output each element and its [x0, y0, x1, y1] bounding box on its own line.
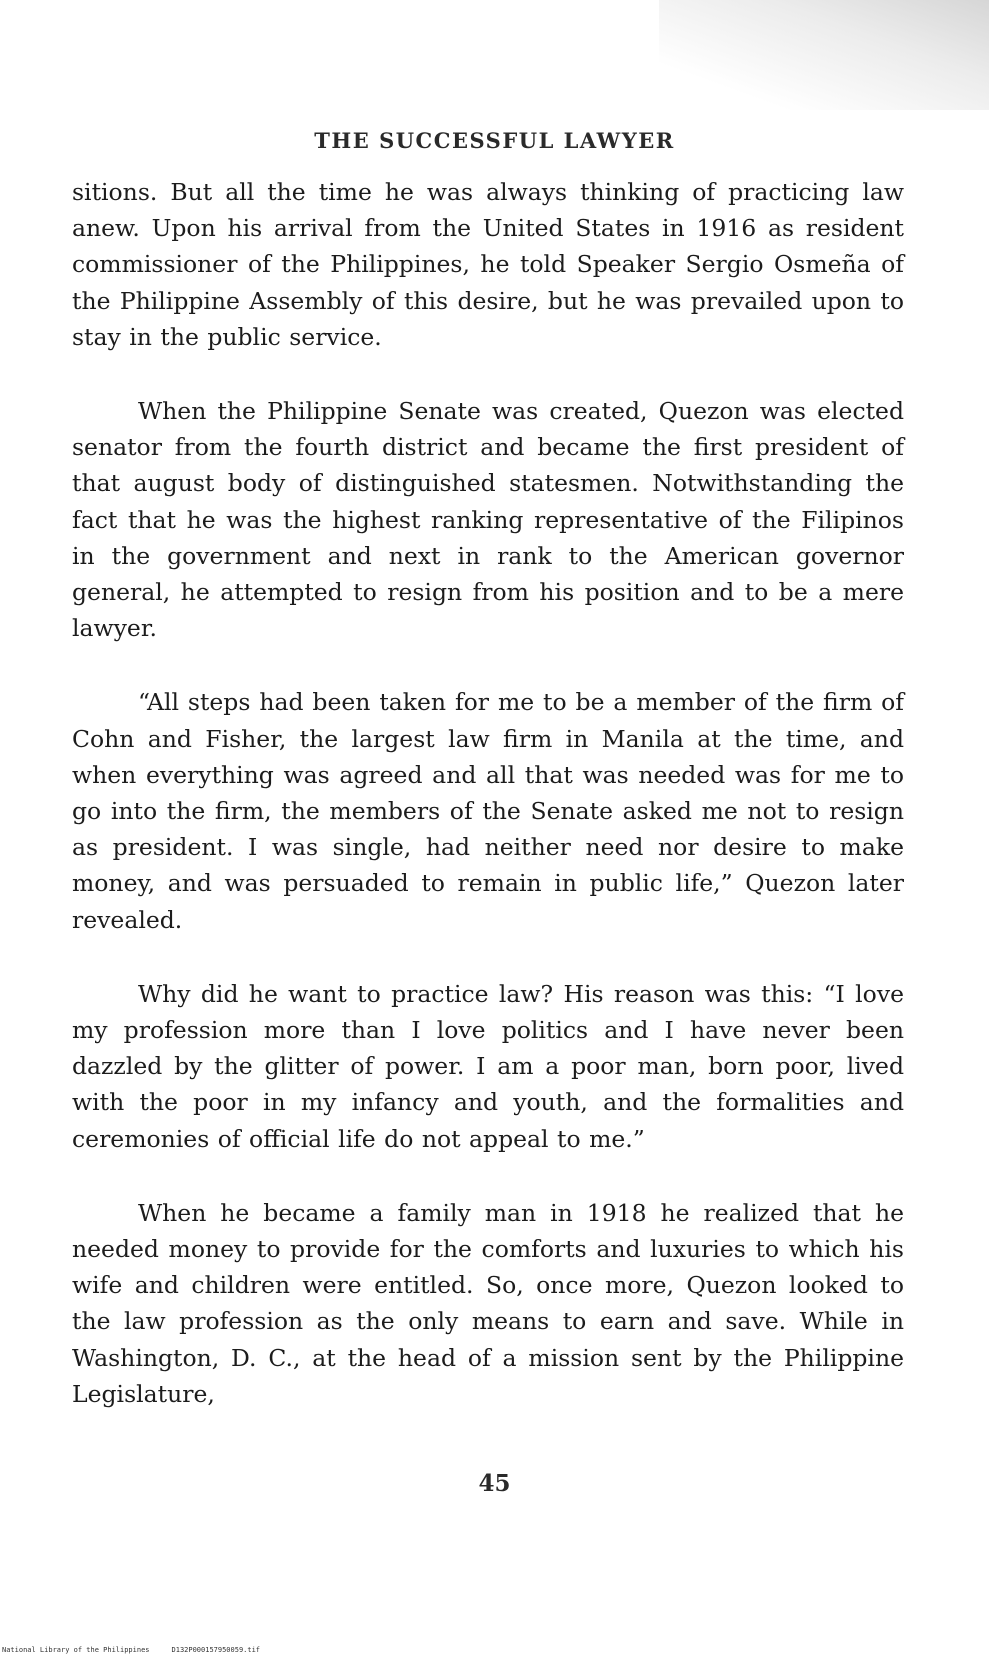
- paragraph-4: Why did he want to practice law? His reason was this: “I love my profession more than I love politics and I have never been dazzled by the glitter of power. I am a poor man, born poor, lived with the poor in my infancy and youth, and the formalities and ceremonies of official life do not appeal to me.”: [72, 979, 904, 1153]
- running-head: THE SUCCESSFUL LAWYER: [314, 128, 675, 153]
- page-number: 45: [478, 1470, 511, 1497]
- paragraph-3: “All steps had been taken for me to be a member of the firm of Cohn and Fisher, the largest law firm in Manila at the time, and when everything was agreed and all that was needed was for me to go into the firm, the members of the Senate asked me not to resign as president. I was single, had neither need nor desire to make money, and was persuaded to remain in public life,” Quezon later revealed.: [72, 688, 904, 934]
- footer-library: National Library of the Philippines: [2, 1646, 150, 1654]
- scan-shadow: [659, 0, 989, 110]
- paragraph-5: When he became a family man in 1918 he realized that he needed money to provide for the comforts and luxuries to which his wife and children were entitled. So, once more, Quezon looked to the law profession as the only means to earn and save. While in Washington, D. C., at the head of a mission sent by the Philippine Legislature,: [72, 1198, 904, 1408]
- footer-file: D132P000157950059.tif: [171, 1646, 261, 1654]
- paragraph-2: When the Philippine Senate was created, Quezon was elected senator from the fourth district and became the first president of that august body of distinguished statesmen. Notwithstanding the fact that he was the highest ranking representative of the Filipinos in the government and next in rank to the American governor general, he attempted to resign from his position and to be a mere lawyer.: [72, 397, 904, 643]
- paragraph-1: sitions. But all the time he was always thinking of practicing law anew. Upon his arrival from the United States in 1916 as resident commissioner of the Philippines, he told Speaker Sergio Osmeña of the Philippine Assembly of this desire, but he was prevailed upon to stay in the public service.: [72, 178, 904, 351]
- page-body: [72, 174, 904, 1450]
- scan-footer: [2, 1646, 260, 1654]
